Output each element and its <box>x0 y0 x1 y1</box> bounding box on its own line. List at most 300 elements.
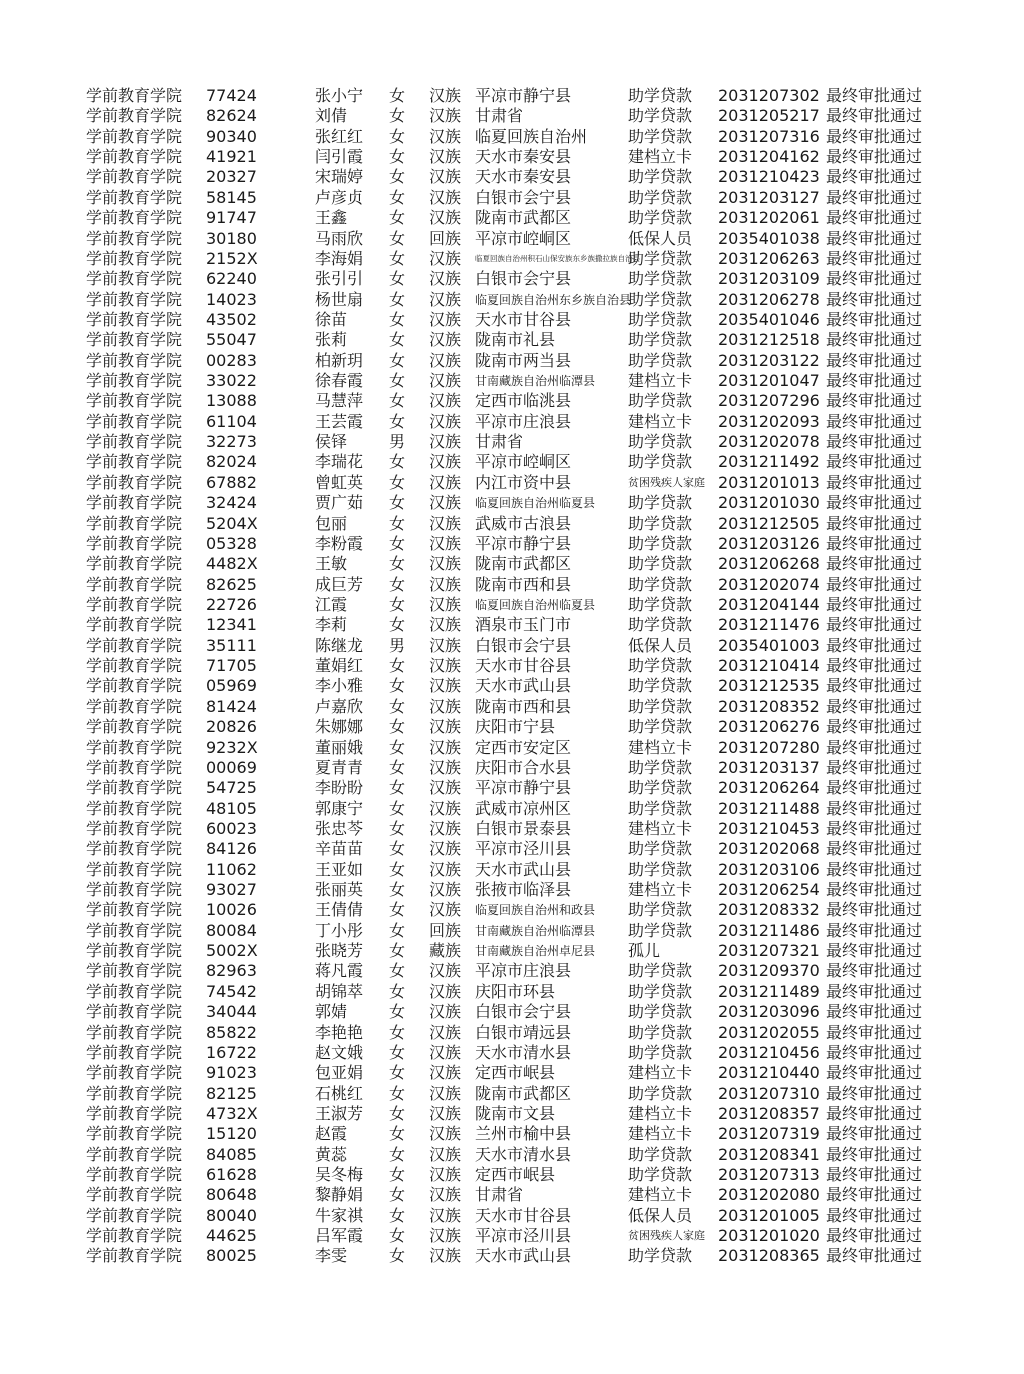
code-cell: 2031203096 <box>718 1002 820 1022</box>
student-id-cell: 81424 <box>206 696 257 716</box>
name-cell: 张红红 <box>315 126 364 146</box>
status-cell: 最终审批通过 <box>826 1165 923 1185</box>
college-cell: 学前教育学院 <box>86 778 183 798</box>
status-cell: 最终审批通过 <box>826 493 923 513</box>
table-row <box>86 412 946 432</box>
code-cell: 2031207313 <box>718 1165 820 1185</box>
student-id-cell: 80084 <box>206 920 257 940</box>
code-cell: 2031211486 <box>718 920 820 940</box>
student-id-cell: 15120 <box>206 1124 257 1144</box>
student-id-cell: 82624 <box>206 106 257 126</box>
table-row <box>86 880 946 900</box>
student-id-cell: 60023 <box>206 818 257 838</box>
aid-type-cell: 助学贷款 <box>628 1246 693 1266</box>
status-cell: 最终审批通过 <box>826 554 923 574</box>
student-id-cell: 12341 <box>206 615 257 635</box>
aid-type-cell: 建档立卡 <box>628 880 693 900</box>
aid-type-cell: 助学贷款 <box>628 167 693 187</box>
aid-type-cell: 建档立卡 <box>628 1185 693 1205</box>
table-row <box>86 493 946 513</box>
table-row <box>86 371 946 391</box>
status-cell: 最终审批通过 <box>826 432 923 452</box>
table-row <box>86 249 946 269</box>
status-cell: 最终审批通过 <box>826 1063 923 1083</box>
name-cell: 胡锦萃 <box>315 981 364 1001</box>
aid-type-cell: 助学贷款 <box>628 1042 693 1062</box>
student-id-cell: 34044 <box>206 1002 257 1022</box>
name-cell: 黎静娟 <box>315 1185 364 1205</box>
ethnicity-cell: 汉族 <box>429 1063 462 1083</box>
name-cell: 吕军霞 <box>315 1226 364 1246</box>
region-cell: 临夏回族自治州 <box>475 126 588 146</box>
aid-type-cell: 助学贷款 <box>628 920 693 940</box>
college-cell: 学前教育学院 <box>86 656 183 676</box>
table-row <box>86 208 946 228</box>
region-cell: 白银市景泰县 <box>475 818 572 838</box>
code-cell: 2031212535 <box>718 676 820 696</box>
student-id-cell: 16722 <box>206 1042 257 1062</box>
code-cell: 2031201005 <box>718 1205 820 1225</box>
code-cell: 2031202055 <box>718 1022 820 1042</box>
table-row <box>86 1002 946 1022</box>
gender-cell: 女 <box>389 371 406 391</box>
ethnicity-cell: 回族 <box>429 920 462 940</box>
code-cell: 2031207302 <box>718 86 820 105</box>
student-id-cell: 61104 <box>206 411 257 431</box>
ethnicity-cell: 汉族 <box>429 452 462 472</box>
student-id-cell: 30180 <box>206 228 257 248</box>
name-cell: 李小雅 <box>315 676 364 696</box>
college-cell: 学前教育学院 <box>86 350 183 370</box>
status-cell: 最终审批通过 <box>826 696 923 716</box>
college-cell: 学前教育学院 <box>86 1165 183 1185</box>
ethnicity-cell: 汉族 <box>429 513 462 533</box>
college-cell: 学前教育学院 <box>86 472 183 492</box>
gender-cell: 女 <box>389 839 406 859</box>
gender-cell: 女 <box>389 981 406 1001</box>
table-row <box>86 900 946 920</box>
table-row <box>86 269 946 289</box>
code-cell: 2031210453 <box>718 818 820 838</box>
region-cell: 庆阳市合水县 <box>475 757 572 777</box>
region-cell: 白银市会宁县 <box>475 635 572 655</box>
table-row <box>86 106 946 126</box>
status-cell: 最终审批通过 <box>826 126 923 146</box>
code-cell: 2031211476 <box>718 615 820 635</box>
student-id-cell: 41921 <box>206 147 257 167</box>
status-cell: 最终审批通过 <box>826 228 923 248</box>
code-cell: 2031206276 <box>718 717 820 737</box>
aid-type-cell: 助学贷款 <box>628 350 693 370</box>
gender-cell: 女 <box>389 187 406 207</box>
aid-type-cell: 助学贷款 <box>628 513 693 533</box>
region-cell: 天水市甘谷县 <box>475 1205 572 1225</box>
table-row <box>86 473 946 493</box>
status-cell: 最终审批通过 <box>826 839 923 859</box>
aid-type-cell: 建档立卡 <box>628 1103 693 1123</box>
region-cell: 天水市武山县 <box>475 1246 572 1266</box>
name-cell: 张小宁 <box>315 86 364 105</box>
region-cell: 甘南藏族自治州卓尼县 <box>475 944 596 959</box>
student-id-cell: 91747 <box>206 208 257 228</box>
status-cell: 最终审批通过 <box>826 1226 923 1246</box>
region-cell: 天水市武山县 <box>475 859 572 879</box>
region-cell: 陇南市武都区 <box>475 1083 572 1103</box>
ethnicity-cell: 汉族 <box>429 635 462 655</box>
table-row <box>86 1063 946 1083</box>
region-cell: 甘肃省 <box>475 106 524 126</box>
region-cell: 陇南市武都区 <box>475 208 572 228</box>
name-cell: 赵霞 <box>315 1124 348 1144</box>
aid-type-cell: 助学贷款 <box>628 248 693 268</box>
status-cell: 最终审批通过 <box>826 920 923 940</box>
code-cell: 2031202078 <box>718 432 820 452</box>
aid-type-cell: 建档立卡 <box>628 1124 693 1144</box>
name-cell: 郭婧 <box>315 1002 348 1022</box>
table-row <box>86 595 946 615</box>
ethnicity-cell: 汉族 <box>429 330 462 350</box>
aid-type-cell: 助学贷款 <box>628 1022 693 1042</box>
gender-cell: 女 <box>389 594 406 614</box>
status-cell: 最终审批通过 <box>826 656 923 676</box>
name-cell: 侯铎 <box>315 432 348 452</box>
region-cell: 平凉市庄浪县 <box>475 411 572 431</box>
status-cell: 最终审批通过 <box>826 472 923 492</box>
table-row <box>86 167 946 187</box>
table-row <box>86 615 946 635</box>
ethnicity-cell: 汉族 <box>429 757 462 777</box>
name-cell: 曾虹英 <box>315 472 364 492</box>
student-id-cell: 85822 <box>206 1022 257 1042</box>
name-cell: 吴冬梅 <box>315 1165 364 1185</box>
student-id-cell: 20826 <box>206 717 257 737</box>
status-cell: 最终审批通过 <box>826 330 923 350</box>
aid-type-cell: 贫困残疾人家庭 <box>628 1229 705 1243</box>
code-cell: 2031202068 <box>718 839 820 859</box>
table-row <box>86 758 946 778</box>
gender-cell: 女 <box>389 737 406 757</box>
name-cell: 李艳艳 <box>315 1022 364 1042</box>
region-cell: 陇南市武都区 <box>475 554 572 574</box>
code-cell: 2031211488 <box>718 798 820 818</box>
gender-cell: 女 <box>389 513 406 533</box>
college-cell: 学前教育学院 <box>86 452 183 472</box>
aid-type-cell: 助学贷款 <box>628 391 693 411</box>
table-row <box>86 1124 946 1144</box>
ethnicity-cell: 汉族 <box>429 432 462 452</box>
status-cell: 最终审批通过 <box>826 900 923 920</box>
table-row <box>86 229 946 249</box>
status-cell: 最终审批通过 <box>826 350 923 370</box>
name-cell: 郭康宁 <box>315 798 364 818</box>
gender-cell: 女 <box>389 676 406 696</box>
status-cell: 最终审批通过 <box>826 533 923 553</box>
code-cell: 2035401046 <box>718 309 820 329</box>
region-cell: 甘肃省 <box>475 432 524 452</box>
student-id-cell: 82024 <box>206 452 257 472</box>
gender-cell: 女 <box>389 86 406 105</box>
ethnicity-cell: 汉族 <box>429 1103 462 1123</box>
code-cell: 2031210456 <box>718 1042 820 1062</box>
college-cell: 学前教育学院 <box>86 493 183 513</box>
gender-cell: 女 <box>389 1083 406 1103</box>
aid-type-cell: 助学贷款 <box>628 676 693 696</box>
college-cell: 学前教育学院 <box>86 309 183 329</box>
aid-type-cell: 助学贷款 <box>628 615 693 635</box>
code-cell: 2031208341 <box>718 1144 820 1164</box>
code-cell: 2031204162 <box>718 147 820 167</box>
ethnicity-cell: 汉族 <box>429 1165 462 1185</box>
region-cell: 庆阳市环县 <box>475 981 556 1001</box>
ethnicity-cell: 汉族 <box>429 208 462 228</box>
name-cell: 李雯 <box>315 1246 348 1266</box>
student-id-cell: 33022 <box>206 371 257 391</box>
status-cell: 最终审批通过 <box>826 106 923 126</box>
student-id-cell: 61628 <box>206 1165 257 1185</box>
gender-cell: 女 <box>389 574 406 594</box>
ethnicity-cell: 汉族 <box>429 696 462 716</box>
gender-cell: 女 <box>389 1185 406 1205</box>
region-cell: 临夏回族自治州东乡族自治县 <box>475 292 632 307</box>
gender-cell: 女 <box>389 1042 406 1062</box>
name-cell: 徐春霞 <box>315 371 364 391</box>
aid-type-cell: 助学贷款 <box>628 574 693 594</box>
gender-cell: 女 <box>389 696 406 716</box>
code-cell: 2031208357 <box>718 1103 820 1123</box>
student-id-cell: 62240 <box>206 269 257 289</box>
aid-type-cell: 助学贷款 <box>628 187 693 207</box>
status-cell: 最终审批通过 <box>826 798 923 818</box>
college-cell: 学前教育学院 <box>86 167 183 187</box>
ethnicity-cell: 汉族 <box>429 1246 462 1266</box>
college-cell: 学前教育学院 <box>86 1185 183 1205</box>
student-id-cell: 80025 <box>206 1246 257 1266</box>
table-row <box>86 127 946 147</box>
aid-type-cell: 助学贷款 <box>628 554 693 574</box>
aid-type-cell: 助学贷款 <box>628 778 693 798</box>
status-cell: 最终审批通过 <box>826 269 923 289</box>
status-cell: 最终审批通过 <box>826 981 923 1001</box>
ethnicity-cell: 汉族 <box>429 717 462 737</box>
status-cell: 最终审批通过 <box>826 941 923 961</box>
gender-cell: 女 <box>389 859 406 879</box>
status-cell: 最终审批通过 <box>826 717 923 737</box>
status-cell: 最终审批通过 <box>826 594 923 614</box>
student-id-cell: 82963 <box>206 961 257 981</box>
region-cell: 天水市清水县 <box>475 1042 572 1062</box>
college-cell: 学前教育学院 <box>86 533 183 553</box>
code-cell: 2031206268 <box>718 554 820 574</box>
gender-cell: 女 <box>389 228 406 248</box>
aid-type-cell: 助学贷款 <box>628 86 693 105</box>
gender-cell: 女 <box>389 208 406 228</box>
region-cell: 陇南市文县 <box>475 1103 556 1123</box>
code-cell: 2031203109 <box>718 269 820 289</box>
ethnicity-cell: 汉族 <box>429 818 462 838</box>
status-cell: 最终审批通过 <box>826 1042 923 1062</box>
aid-type-cell: 助学贷款 <box>628 1165 693 1185</box>
aid-type-cell: 低保人员 <box>628 1205 693 1225</box>
table-row <box>86 351 946 371</box>
student-id-cell: 9232X <box>206 737 258 757</box>
aid-type-cell: 助学贷款 <box>628 859 693 879</box>
ethnicity-cell: 藏族 <box>429 941 462 961</box>
gender-cell: 女 <box>389 554 406 574</box>
ethnicity-cell: 汉族 <box>429 106 462 126</box>
code-cell: 2035401038 <box>718 228 820 248</box>
table-row <box>86 310 946 330</box>
table-row <box>86 1104 946 1124</box>
code-cell: 2031201020 <box>718 1226 820 1246</box>
student-id-cell: 80040 <box>206 1205 257 1225</box>
ethnicity-cell: 汉族 <box>429 676 462 696</box>
gender-cell: 女 <box>389 472 406 492</box>
aid-type-cell: 助学贷款 <box>628 432 693 452</box>
status-cell: 最终审批通过 <box>826 1124 923 1144</box>
name-cell: 柏新玥 <box>315 350 364 370</box>
status-cell: 最终审批通过 <box>826 371 923 391</box>
status-cell: 最终审批通过 <box>826 757 923 777</box>
college-cell: 学前教育学院 <box>86 147 183 167</box>
name-cell: 江霞 <box>315 594 348 614</box>
status-cell: 最终审批通过 <box>826 818 923 838</box>
ethnicity-cell: 汉族 <box>429 147 462 167</box>
gender-cell: 女 <box>389 391 406 411</box>
college-cell: 学前教育学院 <box>86 248 183 268</box>
code-cell: 2031206278 <box>718 289 820 309</box>
name-cell: 马慧萍 <box>315 391 364 411</box>
gender-cell: 女 <box>389 411 406 431</box>
student-id-cell: 4482X <box>206 554 258 574</box>
ethnicity-cell: 汉族 <box>429 167 462 187</box>
student-id-cell: 11062 <box>206 859 257 879</box>
college-cell: 学前教育学院 <box>86 717 183 737</box>
ethnicity-cell: 汉族 <box>429 1083 462 1103</box>
table-row <box>86 656 946 676</box>
name-cell: 徐苗 <box>315 309 348 329</box>
gender-cell: 女 <box>389 900 406 920</box>
ethnicity-cell: 汉族 <box>429 187 462 207</box>
ethnicity-cell: 汉族 <box>429 126 462 146</box>
ethnicity-cell: 汉族 <box>429 778 462 798</box>
region-cell: 甘南藏族自治州临潭县 <box>475 923 596 938</box>
code-cell: 2031211489 <box>718 981 820 1001</box>
table-row <box>86 432 946 452</box>
status-cell: 最终审批通过 <box>826 309 923 329</box>
table-row <box>86 452 946 472</box>
region-cell: 兰州市榆中县 <box>475 1124 572 1144</box>
code-cell: 2031212505 <box>718 513 820 533</box>
gender-cell: 女 <box>389 1103 406 1123</box>
aid-type-cell: 助学贷款 <box>628 330 693 350</box>
code-cell: 2031207316 <box>718 126 820 146</box>
name-cell: 董丽娥 <box>315 737 364 757</box>
student-id-cell: 84126 <box>206 839 257 859</box>
table-row <box>86 575 946 595</box>
ethnicity-cell: 汉族 <box>429 411 462 431</box>
ethnicity-cell: 汉族 <box>429 309 462 329</box>
code-cell: 2035401003 <box>718 635 820 655</box>
student-id-cell: 2152X <box>206 248 258 268</box>
college-cell: 学前教育学院 <box>86 1042 183 1062</box>
status-cell: 最终审批通过 <box>826 1002 923 1022</box>
gender-cell: 女 <box>389 533 406 553</box>
region-cell: 白银市会宁县 <box>475 1002 572 1022</box>
gender-cell: 女 <box>389 1165 406 1185</box>
gender-cell: 女 <box>389 615 406 635</box>
region-cell: 临夏回族自治州积石山保安族东乡族撒拉族自治县 <box>475 253 640 263</box>
college-cell: 学前教育学院 <box>86 289 183 309</box>
college-cell: 学前教育学院 <box>86 574 183 594</box>
aid-type-cell: 助学贷款 <box>628 452 693 472</box>
code-cell: 2031203137 <box>718 757 820 777</box>
student-id-cell: 32273 <box>206 432 257 452</box>
status-cell: 最终审批通过 <box>826 778 923 798</box>
college-cell: 学前教育学院 <box>86 1144 183 1164</box>
region-cell: 内江市资中县 <box>475 472 572 492</box>
table-row <box>86 391 946 411</box>
aid-type-cell: 建档立卡 <box>628 818 693 838</box>
ethnicity-cell: 回族 <box>429 228 462 248</box>
table-row <box>86 290 946 310</box>
ethnicity-cell: 汉族 <box>429 1042 462 1062</box>
status-cell: 最终审批通过 <box>826 1205 923 1225</box>
region-cell: 临夏回族自治州和政县 <box>475 903 596 918</box>
gender-cell: 女 <box>389 248 406 268</box>
code-cell: 2031208365 <box>718 1246 820 1266</box>
name-cell: 夏青青 <box>315 757 364 777</box>
college-cell: 学前教育学院 <box>86 1022 183 1042</box>
aid-type-cell: 助学贷款 <box>628 757 693 777</box>
gender-cell: 女 <box>389 1144 406 1164</box>
gender-cell: 女 <box>389 126 406 146</box>
aid-type-cell: 助学贷款 <box>628 1144 693 1164</box>
ethnicity-cell: 汉族 <box>429 1124 462 1144</box>
student-id-cell: 22726 <box>206 594 257 614</box>
aid-type-cell: 建档立卡 <box>628 1063 693 1083</box>
region-cell: 平凉市泾川县 <box>475 839 572 859</box>
ethnicity-cell: 汉族 <box>429 1002 462 1022</box>
status-cell: 最终审批通过 <box>826 615 923 635</box>
region-cell: 定西市安定区 <box>475 737 572 757</box>
table-row <box>86 961 946 981</box>
code-cell: 2031210440 <box>718 1063 820 1083</box>
gender-cell: 女 <box>389 269 406 289</box>
region-cell: 天水市甘谷县 <box>475 656 572 676</box>
aid-type-cell: 低保人员 <box>628 635 693 655</box>
table-row <box>86 921 946 941</box>
name-cell: 李瑞花 <box>315 452 364 472</box>
college-cell: 学前教育学院 <box>86 411 183 431</box>
gender-cell: 女 <box>389 330 406 350</box>
name-cell: 王鑫 <box>315 208 348 228</box>
student-id-cell: 5204X <box>206 513 258 533</box>
name-cell: 王淑芳 <box>315 1103 364 1123</box>
status-cell: 最终审批通过 <box>826 147 923 167</box>
gender-cell: 女 <box>389 1063 406 1083</box>
status-cell: 最终审批通过 <box>826 1185 923 1205</box>
college-cell: 学前教育学院 <box>86 737 183 757</box>
region-cell: 酒泉市玉门市 <box>475 615 572 635</box>
name-cell: 宋瑞婷 <box>315 167 364 187</box>
student-id-cell: 93027 <box>206 880 257 900</box>
student-id-cell: 91023 <box>206 1063 257 1083</box>
name-cell: 贾广茹 <box>315 493 364 513</box>
college-cell: 学前教育学院 <box>86 920 183 940</box>
student-id-cell: 77424 <box>206 86 257 105</box>
college-cell: 学前教育学院 <box>86 900 183 920</box>
name-cell: 王倩倩 <box>315 900 364 920</box>
